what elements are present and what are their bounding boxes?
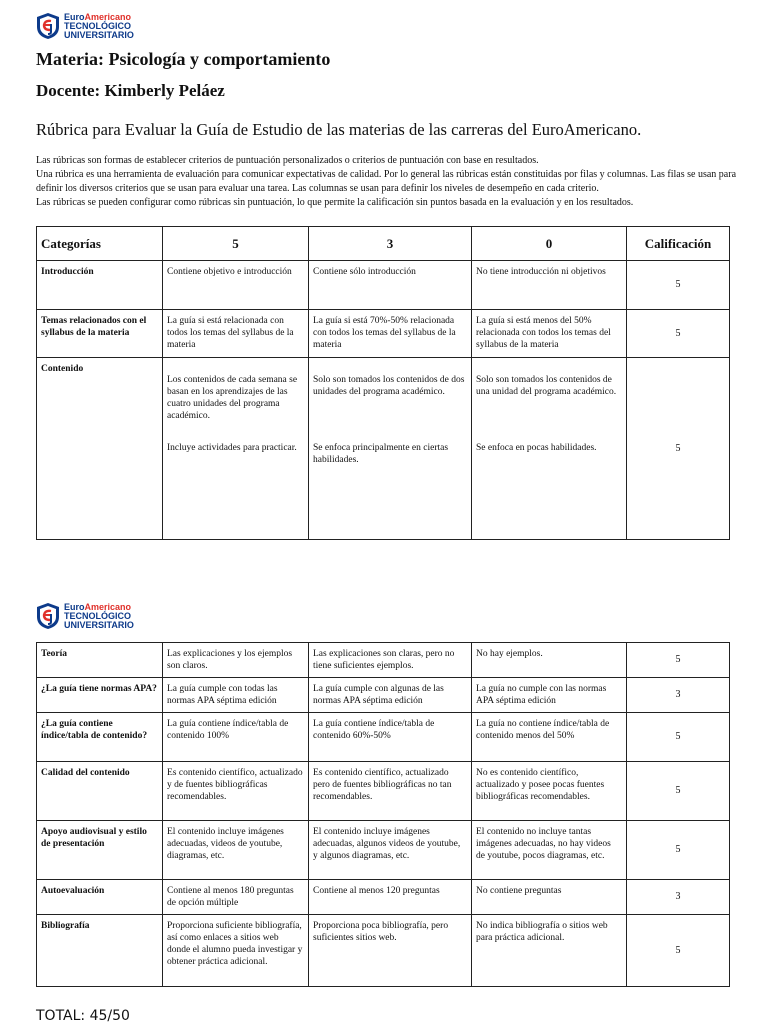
criterion-3-cell: La guía si está 70%-50% relacionada con todos los temas del syllabus de la materia	[309, 310, 472, 358]
table-row	[37, 643, 730, 678]
criterion-text: Solo son tomados los contenidos de una unidad del programa académico.	[476, 375, 617, 397]
table-row	[37, 261, 730, 310]
score-cell: 3	[627, 880, 730, 915]
criterion-0-cell: El contenido no incluye tantas imágenes adecuadas, no hay videos de youtube, pocos diagramas, etc.	[472, 821, 627, 880]
criterion-text: Solo son tomados los contenidos de dos unidades del programa académico.	[313, 375, 465, 397]
criterion-5-cell: La guía cumple con todas las normas APA séptima edición	[163, 678, 309, 713]
logo-wordmark: EuroAmericano TECNOLÓGICO UNIVERSITARIO	[64, 11, 134, 40]
category-cell: Autoevaluación	[37, 880, 163, 915]
criterion-5-cell: El contenido incluye imágenes adecuadas, videos de youtube, diagramas, etc.	[163, 821, 309, 880]
criterion-text: Los contenidos de cada semana se basan en los aprendizajes de las cuatro unidades del programa académico.	[167, 375, 298, 421]
criterion-5-cell: La guía si está relacionada con todos los temas del syllabus de la materia	[163, 310, 309, 358]
criterion-text: Se enfoca principalmente en ciertas habilidades.	[313, 443, 449, 465]
table-row	[37, 713, 730, 762]
criterion-5-cell: La guía contiene índice/tabla de contenido 100%	[163, 713, 309, 762]
rubric-table-2	[36, 642, 730, 987]
category-cell: Apoyo audiovisual y estilo de presentación	[37, 821, 163, 880]
score-cell: 5	[627, 261, 730, 310]
criterion-3-cell: Contiene sólo introducción	[309, 261, 472, 310]
criterion-5-cell: Proporciona suficiente bibliografía, así como enlaces a sitios web donde el alumno pueda investigar y obtener práctica adicional.	[163, 915, 309, 987]
header-score-5: 5	[163, 227, 309, 261]
criterion-5-cell: Contiene objetivo e introducción	[163, 261, 309, 310]
criterion-3-cell: Las explicaciones son claras, pero no tiene suficientes ejemplos.	[309, 643, 472, 678]
institution-logo	[36, 602, 134, 630]
category-cell: Teoría	[37, 643, 163, 678]
table-row	[37, 310, 730, 358]
score-cell: 5	[627, 821, 730, 880]
score-cell: 5	[627, 643, 730, 678]
score-cell: 5	[627, 310, 730, 358]
institution-logo	[36, 12, 134, 40]
table-row	[37, 915, 730, 987]
category-cell: Temas relacionados con el syllabus de la materia	[37, 310, 163, 358]
euroamericano-logo-icon	[36, 12, 60, 40]
category-cell: ¿La guía contiene índice/tabla de contenido?	[37, 713, 163, 762]
criterion-5-cell: Es contenido científico, actualizado y de fuentes bibliográficas recomendables.	[163, 762, 309, 821]
criterion-3-cell: Proporciona poca bibliografía, pero suficientes sitios web.	[309, 915, 472, 987]
criterion-5-cell: Contiene al menos 180 preguntas de opción múltiple	[163, 880, 309, 915]
category-cell: ¿La guía tiene normas APA?	[37, 678, 163, 713]
euroamericano-logo-icon	[36, 602, 60, 630]
header-categorias: Categorías	[37, 227, 163, 261]
subject-heading: Materia: Psicología y comportamiento	[36, 49, 331, 69]
header-score-0: 0	[472, 227, 627, 261]
criterion-0-cell: La guía si está menos del 50% relacionada con todos los temas del syllabus de la materia	[472, 310, 627, 358]
criterion-0-cell: No tiene introducción ni objetivos	[472, 261, 627, 310]
intro-text	[36, 154, 736, 210]
criterion-0-cell: No contiene preguntas	[472, 880, 627, 915]
table-row	[37, 678, 730, 713]
header-score-3: 3	[309, 227, 472, 261]
criterion-3-cell: La guía contiene índice/tabla de contenido 60%-50%	[309, 713, 472, 762]
criterion-text: Se enfoca en pocas habilidades.	[476, 443, 597, 453]
criterion-3-cell	[309, 358, 472, 540]
score-cell: 5	[627, 915, 730, 987]
category-cell: Contenido	[37, 358, 163, 540]
rubric-table-1	[36, 226, 730, 540]
category-cell: Bibliografía	[37, 915, 163, 987]
criterion-5-cell	[163, 358, 309, 540]
table-row	[37, 358, 730, 540]
total-score: TOTAL: 45/50	[36, 1008, 130, 1024]
table-row	[37, 821, 730, 880]
criterion-0-cell: No indica bibliografía o sitios web para práctica adicional.	[472, 915, 627, 987]
criterion-0-cell: No hay ejemplos.	[472, 643, 627, 678]
table-row	[37, 880, 730, 915]
criterion-3-cell: La guía cumple con algunas de las normas APA séptima edición	[309, 678, 472, 713]
teacher-heading: Docente: Kimberly Peláez	[36, 81, 225, 100]
criterion-5-cell: Las explicaciones y los ejemplos son claros.	[163, 643, 309, 678]
criterion-3-cell: El contenido incluye imágenes adecuadas, algunos videos de youtube, y algunos diagramas, etc.	[309, 821, 472, 880]
logo-wordmark: EuroAmericano TECNOLÓGICO UNIVERSITARIO	[64, 601, 134, 630]
document-title: Rúbrica para Evaluar la Guía de Estudio de las materias de las carreras del EuroAmericano.	[36, 120, 642, 139]
header-calificacion: Calificación	[627, 227, 730, 261]
criterion-0-cell	[472, 358, 627, 540]
score-cell: 3	[627, 678, 730, 713]
intro-paragraph: Una rúbrica es una herramienta de evaluación para comunicar expectativas de calidad. Por lo general las rúbricas están constituidas por filas y columnas. Las filas se usan para definir los diversos criterios que se usan para evaluar una tarea. Las columnas se usan para definir los niveles de desempeño en cada criterio.	[36, 169, 737, 194]
category-cell: Introducción	[37, 261, 163, 310]
score-cell: 5	[627, 358, 730, 540]
category-cell: Calidad del contenido	[37, 762, 163, 821]
score-cell: 5	[627, 762, 730, 821]
intro-paragraph: Las rúbricas son formas de establecer criterios de puntuación personalizados o criterios de puntuación con base en resultados.	[36, 155, 539, 166]
criterion-3-cell: Contiene al menos 120 preguntas	[309, 880, 472, 915]
score-cell: 5	[627, 713, 730, 762]
criterion-text: Incluye actividades para practicar.	[167, 443, 297, 453]
table-row	[37, 762, 730, 821]
criterion-0-cell: No es contenido científico, actualizado y posee pocas fuentes bibliográficas recomendables.	[472, 762, 627, 821]
criterion-0-cell: La guía no cumple con las normas APA séptima edición	[472, 678, 627, 713]
table-header-row	[37, 227, 730, 261]
criterion-0-cell: La guía no contiene índice/tabla de contenido menos del 50%	[472, 713, 627, 762]
intro-paragraph: Las rúbricas se pueden configurar como rúbricas sin puntuación, lo que permite la calificación sin puntos basada en la evaluación y en los resultados.	[36, 197, 634, 208]
criterion-3-cell: Es contenido científico, actualizado pero de fuentes bibliográficas no tan recomendables.	[309, 762, 472, 821]
